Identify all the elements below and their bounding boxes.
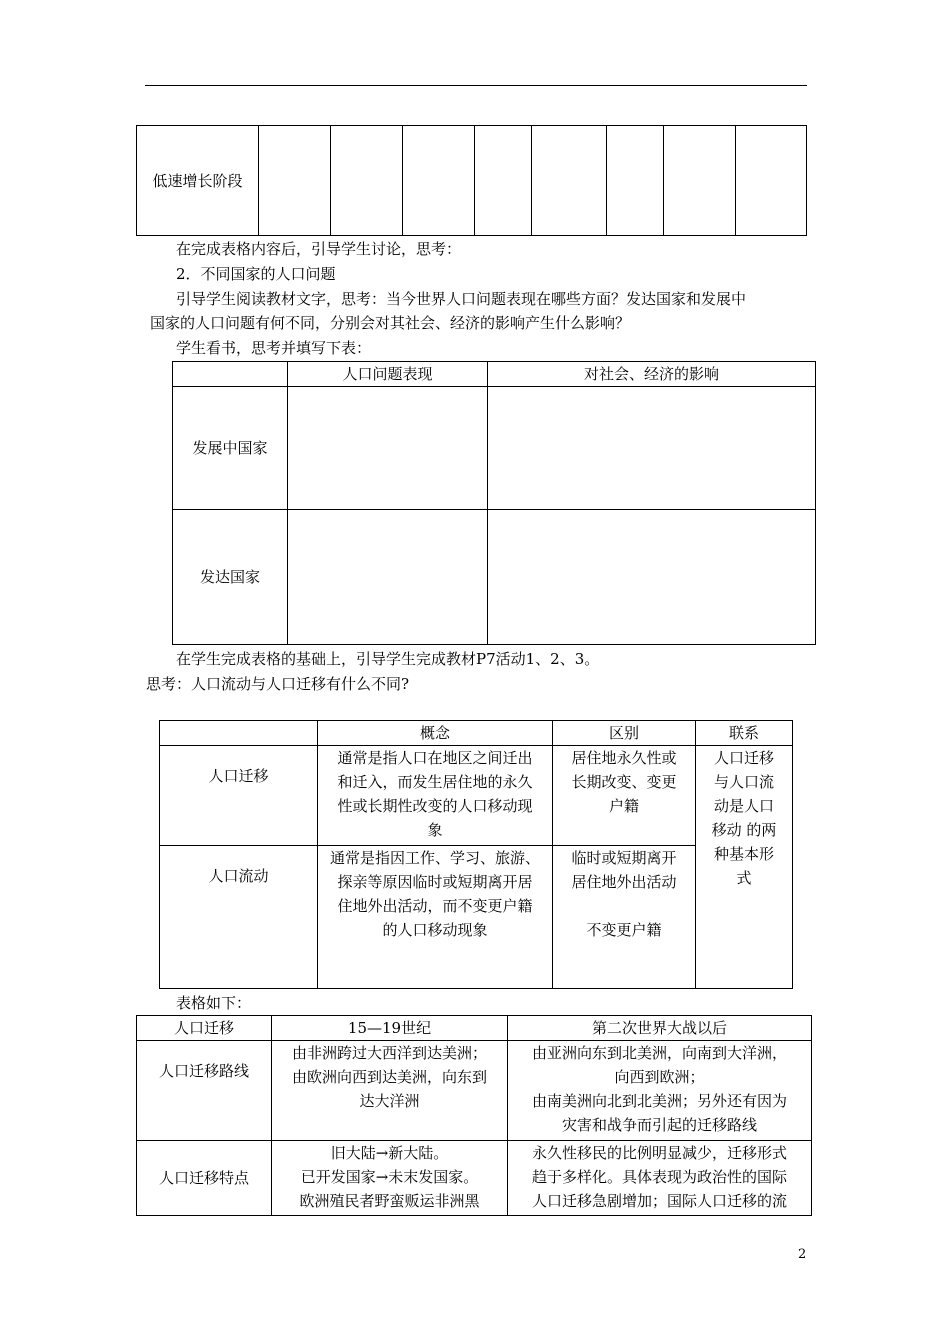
features-15-19 [272, 1141, 508, 1216]
paragraph-fill: 学生看书，思考并填写下表： [176, 339, 372, 357]
text-line: 已开发国家→未末发国家。 [300, 1168, 479, 1186]
empty-cell [488, 387, 816, 510]
paragraph-guide-line1: 引导学生阅读教材文字，思考：当今世界人口问题表现在哪些方面？发达国家和发展中 [176, 290, 747, 308]
empty-cell [475, 126, 532, 236]
paragraph-discuss: 在完成表格内容后，引导学生讨论，思考： [176, 240, 462, 258]
text-line: 人口迁移 [713, 749, 774, 767]
text-line: 不变更户籍 [586, 921, 662, 939]
table3-header-difference: 区别 [553, 721, 696, 746]
text-line: 和迁入，而发生居住地的永久 [337, 773, 533, 791]
text-line: 动是人口 [713, 797, 774, 815]
row-label-features: 人口迁移特点 [137, 1141, 272, 1216]
empty-cell [532, 126, 607, 236]
paragraph-guide-line2: 国家的人口问题有何不同，分别会对其社会、经济的影响产生什么影响？ [150, 314, 631, 332]
paragraph-think: 思考：人口流动与人口迁移有什么不同? [146, 675, 410, 693]
empty-cell [259, 126, 331, 236]
text-line: 居住地外出活动 [571, 873, 677, 891]
paragraph-activity: 在学生完成表格的基础上，引导学生完成教材P7活动1、2、3。 [176, 650, 600, 668]
spacer [553, 894, 695, 918]
table2-header-impact: 对社会、经济的影响 [488, 362, 816, 387]
row-label-flow: 人口流动 [160, 846, 318, 989]
page-number: 2 [798, 1247, 807, 1262]
empty-cell [331, 126, 403, 236]
row-label-developed: 发达国家 [173, 510, 288, 645]
table2-header-empty [173, 362, 288, 387]
flow-difference [553, 846, 696, 989]
text-line: 探亲等原因临时或短期离开居 [337, 873, 533, 891]
population-problems-table [172, 361, 816, 645]
text-line: 移动 的两 [711, 821, 777, 839]
empty-cell [607, 126, 664, 236]
text-line: 种基本形 [713, 845, 774, 863]
empty-cell [736, 126, 807, 236]
text-line: 性或长期性改变的人口移动现 [337, 797, 533, 815]
routes-15-19 [272, 1041, 508, 1141]
table4-header-15-19: 15—19世纪 [272, 1016, 508, 1041]
text-line: 的人口移动现象 [382, 921, 488, 939]
section-2-title: 2．不同国家的人口问题 [176, 265, 336, 283]
growth-stage-table [136, 125, 807, 236]
text-line: 由亚洲向东到北美洲，向南到大洋洲， [531, 1044, 787, 1062]
text-line: 灾害和战争而引起的迁移路线 [561, 1116, 757, 1134]
text-line: 临时或短期离开 [571, 849, 677, 867]
text-line: 人口迁移急剧增加；国际人口迁移的流 [531, 1192, 787, 1210]
empty-cell [403, 126, 475, 236]
text-line: 趋于多样化。具体表现为政治性的国际 [531, 1168, 787, 1186]
table3-header-empty [160, 721, 318, 746]
text-line: 住地外出活动，而不变更户籍 [337, 897, 533, 915]
text-line: 与人口流 [713, 773, 774, 791]
table3-header-concept: 概念 [318, 721, 553, 746]
migration-vs-flow-table [159, 720, 793, 989]
paragraph-table-below: 表格如下： [176, 994, 252, 1012]
text-line: 户籍 [608, 797, 639, 815]
row-label-migration: 人口迁移 [160, 746, 318, 846]
routes-postwar [508, 1041, 812, 1141]
table4-header-migration: 人口迁移 [137, 1016, 272, 1041]
text-line: 欧洲殖民者野蛮贩运非洲黑 [299, 1192, 480, 1210]
features-postwar [508, 1141, 812, 1216]
text-line: 由欧洲向西到达美洲，向东到 [291, 1068, 487, 1086]
text-line: 旧大陆→新大陆。 [330, 1144, 449, 1162]
empty-cell [488, 510, 816, 645]
row-label-routes: 人口迁移路线 [137, 1041, 272, 1141]
text-line: 居住地永久性或 [571, 749, 677, 767]
header-rule [145, 85, 807, 86]
text-line: 象 [427, 821, 443, 839]
table2-header-problems: 人口问题表现 [288, 362, 488, 387]
table4-header-postwar: 第二次世界大战以后 [508, 1016, 812, 1041]
text-line: 向西到欧洲； [614, 1068, 705, 1086]
text-line: 达大洋洲 [359, 1092, 420, 1110]
text-line: 通常是指因工作、学习、旅游、 [329, 849, 540, 867]
empty-cell [288, 510, 488, 645]
table3-header-relation: 联系 [696, 721, 793, 746]
text-line: 长期改变、变更 [571, 773, 677, 791]
row-label-developing: 发展中国家 [173, 387, 288, 510]
text-line: 式 [736, 869, 752, 887]
text-line: 永久性移民的比例明显减少，迁移形式 [531, 1144, 787, 1162]
empty-cell [664, 126, 736, 236]
relation-cell [696, 746, 793, 989]
text-line: 通常是指人口在地区之间迁出 [337, 749, 533, 767]
empty-cell [288, 387, 488, 510]
row-label-low-growth: 低速增长阶段 [137, 126, 259, 236]
text-line: 由南美洲向北到北美洲；另外还有因为 [531, 1092, 787, 1110]
migration-history-table [136, 1015, 812, 1216]
flow-concept [318, 846, 553, 989]
migration-concept [318, 746, 553, 846]
migration-difference [553, 746, 696, 846]
text-line: 由非洲跨过大西洋到达美洲； [291, 1044, 487, 1062]
